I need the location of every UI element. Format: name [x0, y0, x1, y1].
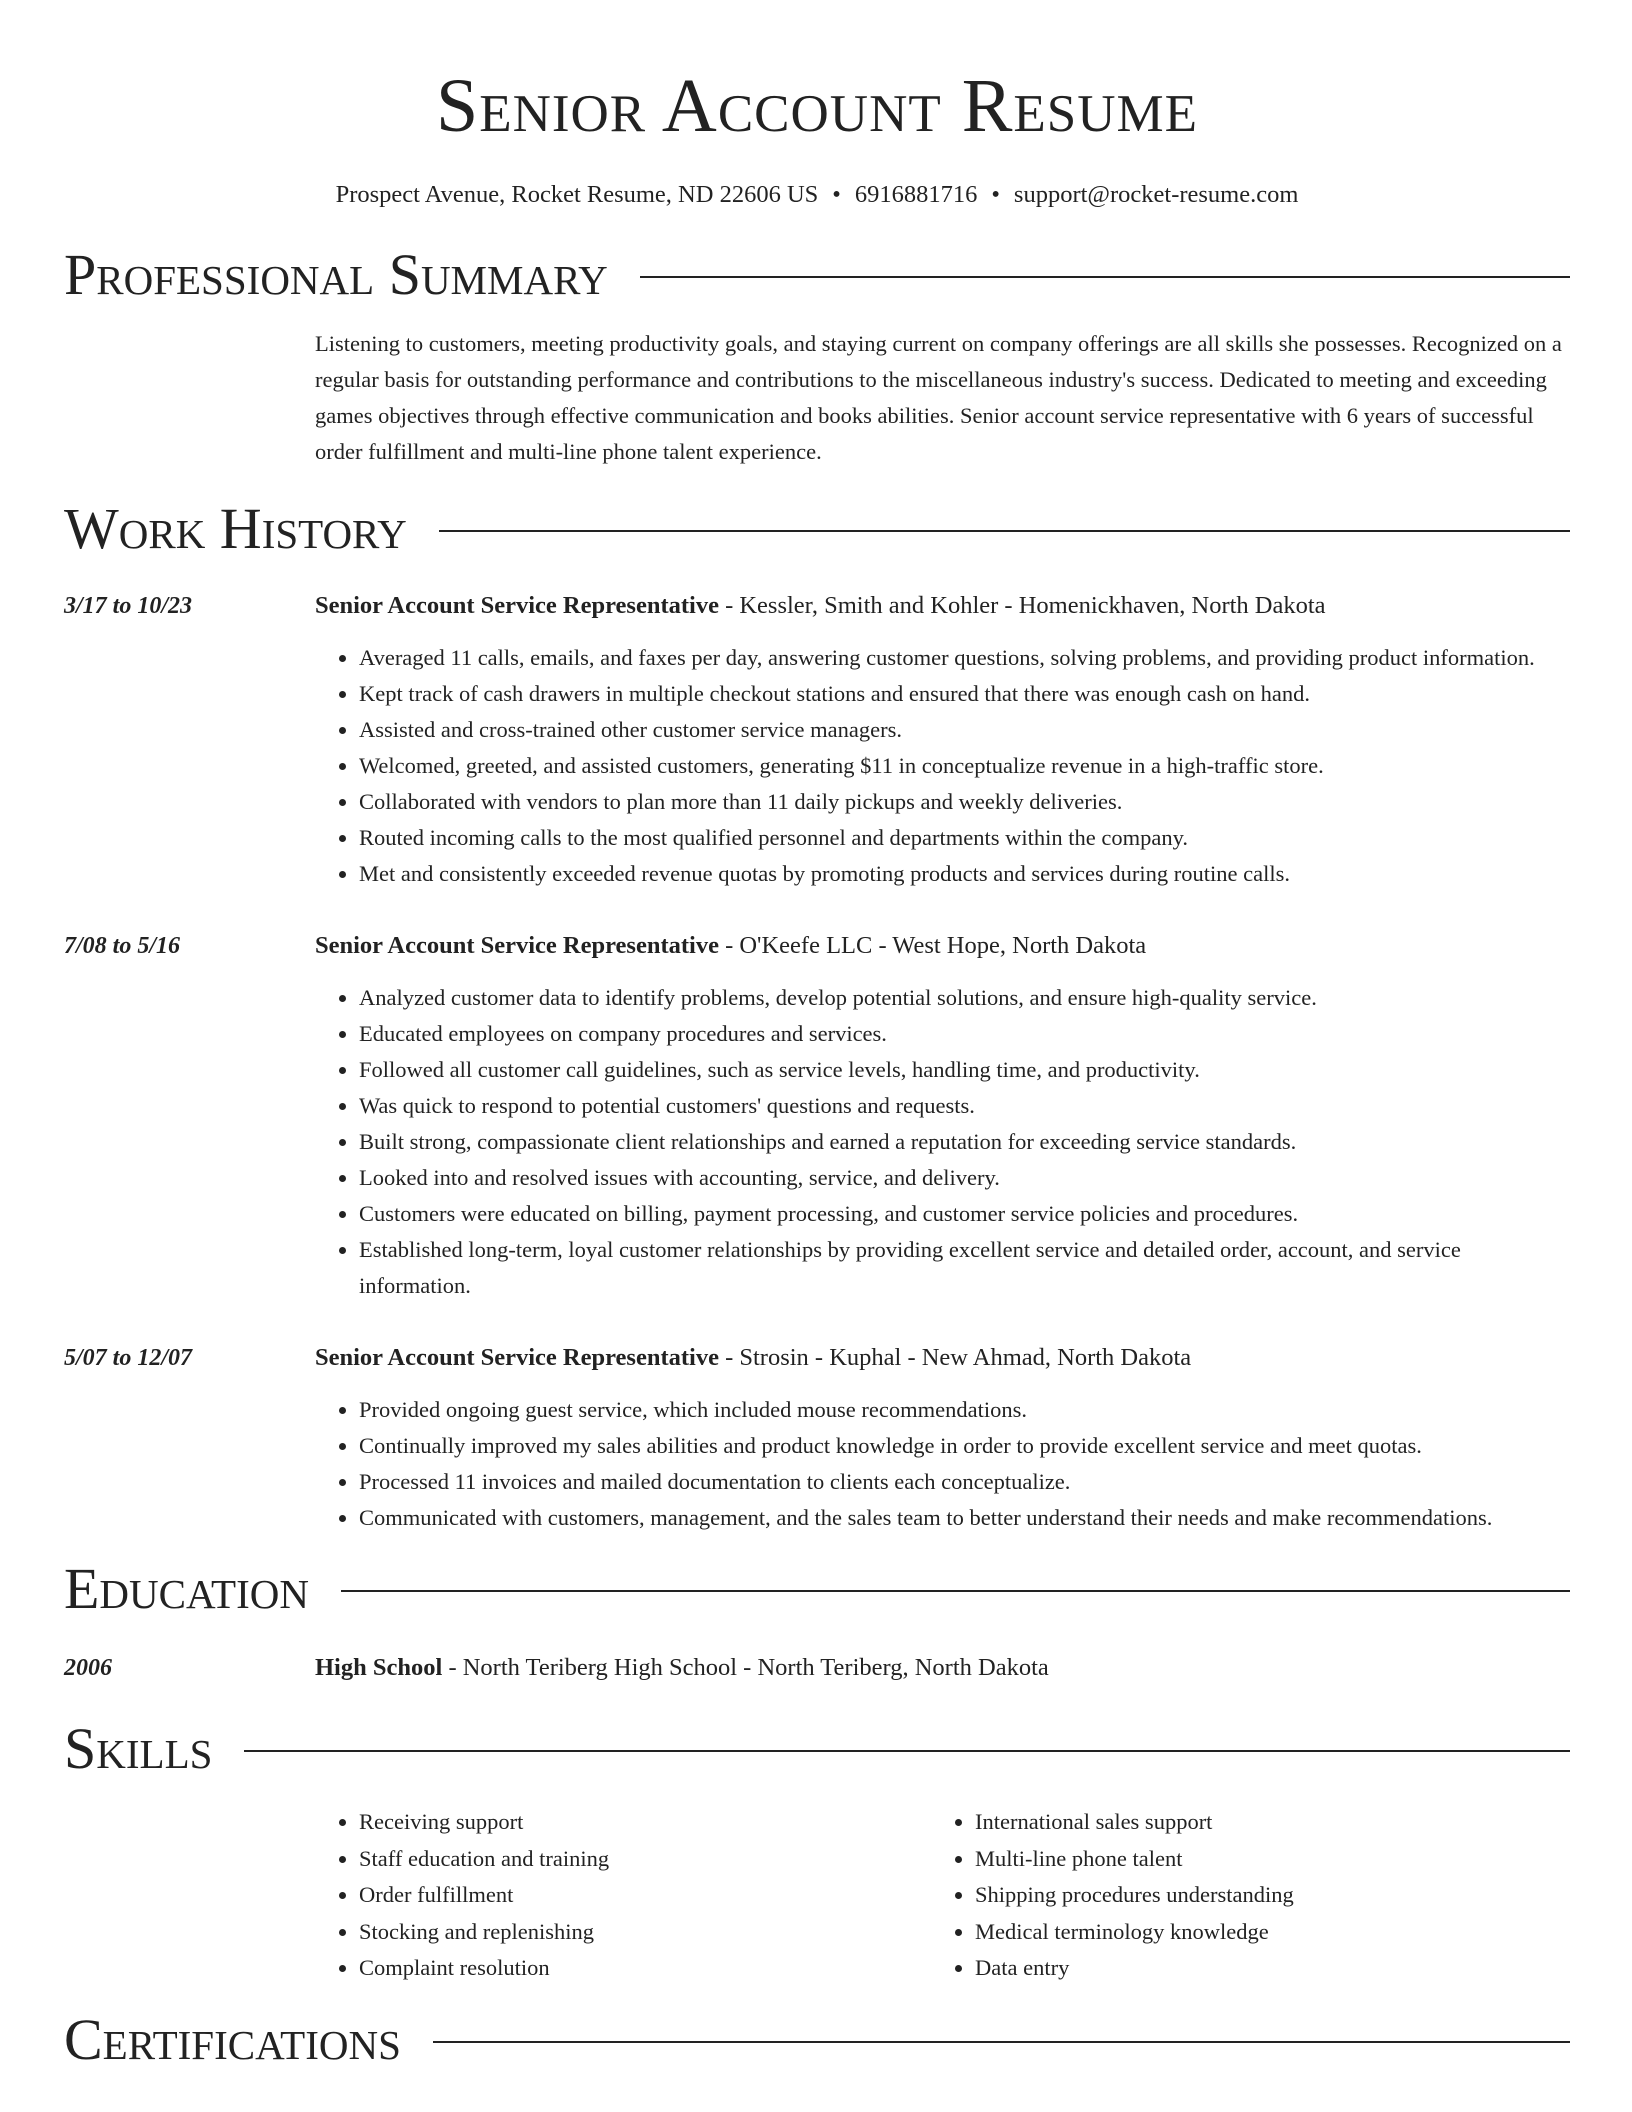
resume-page: [64, 0, 1570, 2075]
job-entry: [64, 1340, 1570, 1536]
job-company: - Strosin - Kuphal - New Ahmad, North Dakota: [718, 1344, 1192, 1371]
section-divider: [640, 276, 1570, 278]
job-entry: [64, 588, 1570, 892]
job-bullet: • Processed 11 invoices and mailed documentation to clients each conceptualize.: [359, 1464, 1570, 1500]
job-bullets: [315, 980, 1570, 1304]
skill-item: • Multi-line phone talent: [975, 1841, 1547, 1878]
section-divider: [341, 1590, 1570, 1592]
job-bullets: [315, 640, 1570, 892]
summary-text: Listening to customers, meeting productivity goals, and staying current on company offerings are all skills she possesses. Recognized on a regular basis for outstanding performance and contributions to the miscellaneous industry's success. Dedicated to meeting and exceeding games objectives through effective communication and books abilities. Senior account service representative with 6 years of successful order fulfillment and multi-line phone talent experience.: [315, 331, 1562, 464]
contact-phone: 6916881716: [854, 181, 978, 208]
summary-heading: Professional Summary: [64, 242, 608, 307]
work-section-header: [64, 494, 1570, 564]
job-bullet: • Met and consistently exceeded revenue quotas by promoting products and services during routine calls.: [359, 856, 1570, 892]
contact-line: [64, 180, 1570, 210]
skill-item: • Staff education and training: [359, 1841, 931, 1878]
job-title: Senior Account Service Representative: [315, 932, 719, 959]
job-bullet: • Followed all customer call guidelines, such as service levels, handling time, and productivity.: [359, 1052, 1570, 1088]
job-bullet: • Was quick to respond to potential customers' questions and requests.: [359, 1088, 1570, 1124]
skill-item: • Data entry: [975, 1950, 1547, 1987]
skills-heading: Skills: [64, 1716, 213, 1781]
education-date: 2006: [64, 1655, 112, 1681]
job-bullet: • Educated employees on company procedures and services.: [359, 1016, 1570, 1052]
job-bullet: • Welcomed, greeted, and assisted customers, generating $11 in conceptualize revenue in a high-traffic store.: [359, 748, 1570, 784]
job-bullet: • Built strong, compassionate client relationships and earned a reputation for exceeding service standards.: [359, 1124, 1570, 1160]
section-divider: [244, 1750, 1570, 1752]
job-bullet: • Averaged 11 calls, emails, and faxes per day, answering customer questions, solving problems, and providing product information.: [359, 640, 1570, 676]
work-heading: Work History: [64, 496, 407, 561]
job-date: 5/07 to 12/07: [64, 1345, 193, 1371]
section-divider: [439, 530, 1570, 532]
job-bullet: • Communicated with customers, management, and the sales team to better understand their needs and make recommendations.: [359, 1500, 1570, 1536]
job-title-line: [315, 1340, 1570, 1376]
job-bullet: • Provided ongoing guest service, which included mouse recommendations.: [359, 1392, 1570, 1428]
job-bullet: • Looked into and resolved issues with accounting, service, and delivery.: [359, 1160, 1570, 1196]
job-bullet: • Analyzed customer data to identify problems, develop potential solutions, and ensure high-quality service.: [359, 980, 1570, 1016]
contact-separator: •: [991, 181, 1000, 208]
education-heading: Education: [64, 1556, 309, 1621]
job-title: Senior Account Service Representative: [315, 592, 719, 619]
job-bullet: • Collaborated with vendors to plan more than 11 daily pickups and weekly deliveries.: [359, 784, 1570, 820]
job-company: - Kessler, Smith and Kohler - Homenickhaven, North Dakota: [718, 592, 1326, 619]
section-divider: [433, 2041, 1570, 2043]
resume-name: Senior Account Resume: [435, 64, 1199, 148]
education-entry: [64, 1650, 1570, 1686]
education-degree: High School: [315, 1654, 443, 1681]
job-bullet: • Customers were educated on billing, payment processing, and customer service policies and procedures.: [359, 1196, 1570, 1232]
job-date: 3/17 to 10/23: [64, 593, 193, 619]
skill-item: • Shipping procedures understanding: [975, 1877, 1547, 1914]
skills-list: [315, 1804, 1570, 1987]
contact-email[interactable]: support@rocket-resume.com: [1013, 181, 1299, 208]
job-bullet: • Assisted and cross-trained other customer service managers.: [359, 712, 1570, 748]
job-date: 7/08 to 5/16: [64, 933, 181, 959]
job-title: Senior Account Service Representative: [315, 1344, 719, 1371]
skill-item: • International sales support: [975, 1804, 1547, 1841]
skills-section-header: [64, 1714, 1570, 1784]
skill-item: • Receiving support: [359, 1804, 931, 1841]
job-entry: [64, 928, 1570, 1304]
job-bullet: • Routed incoming calls to the most qualified personnel and departments within the company.: [359, 820, 1570, 856]
job-bullets: [315, 1392, 1570, 1536]
contact-separator: •: [832, 181, 841, 208]
education-line: [315, 1650, 1570, 1686]
skill-item: • Order fulfillment: [359, 1877, 931, 1914]
skill-item: • Complaint resolution: [359, 1950, 931, 1987]
skills-column-left: [315, 1804, 931, 1987]
job-title-line: [315, 928, 1570, 964]
contact-address: Prospect Avenue, Rocket Resume, ND 22606 US: [335, 181, 819, 208]
certifications-heading: Certifications: [64, 2006, 401, 2072]
job-company: - O'Keefe LLC - West Hope, North Dakota: [718, 932, 1147, 959]
skill-item: • Stocking and replenishing: [359, 1914, 931, 1951]
job-bullet: • Kept track of cash drawers in multiple checkout stations and ensured that there was enough cash on hand.: [359, 676, 1570, 712]
job-bullet: • Continually improved my sales abilities and product knowledge in order to provide excellent service and meet quotas.: [359, 1428, 1570, 1464]
job-bullet: • Established long-term, loyal customer relationships by providing excellent service and detailed order, account, and service information.: [359, 1232, 1570, 1304]
summary-section-header: [64, 240, 1570, 310]
education-section-header: [64, 1554, 1570, 1624]
skills-column-right: [931, 1804, 1547, 1987]
job-title-line: [315, 588, 1570, 624]
certifications-section-header: [64, 2005, 1570, 2075]
education-school: - North Teriberg High School - North Teriberg, North Dakota: [442, 1654, 1049, 1681]
skill-item: • Medical terminology knowledge: [975, 1914, 1547, 1951]
